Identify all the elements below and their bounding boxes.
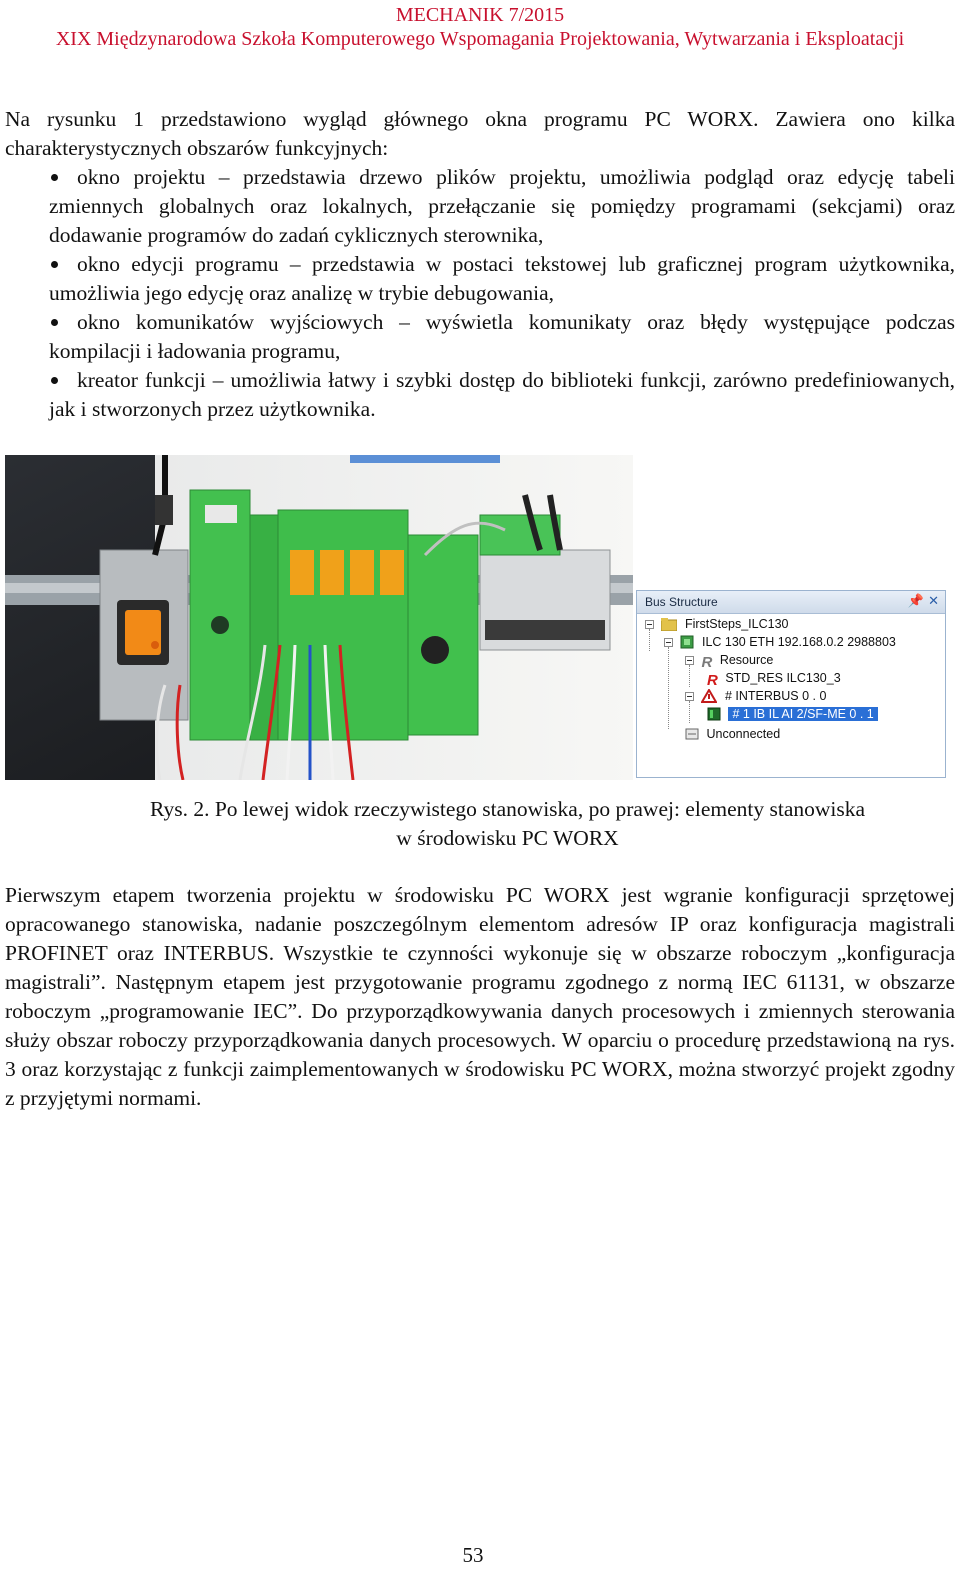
list-item: okno komunikatów wyjściowych – wyświetla komunikaty oraz błędy występujące podczas kompilacji i ładowania programu, [49, 308, 955, 366]
tree-node-resource[interactable]: R Resource [685, 651, 773, 669]
bus-structure-title: Bus Structure [645, 595, 718, 609]
module-icon [707, 707, 721, 721]
figure-caption [0, 795, 960, 853]
bus-structure-titlebar [637, 591, 945, 614]
list-item: okno projektu – przedstawia drzewo plików projektu, umożliwia podgląd oraz edycję tabeli zmiennych globalnych oraz lokalnych, przełączanie się pomiędzy programami (sekcjami) oraz dodawanie programów do zadań cyklicznych sterownika, [49, 163, 955, 250]
tree-node-controller[interactable]: ILC 130 ETH 192.168.0.2 2988803 [664, 633, 896, 651]
workstation-photo [5, 455, 633, 780]
unconnected-icon [685, 727, 699, 741]
workstation-illustration [5, 455, 633, 780]
page-number: 53 [462, 1543, 484, 1567]
tree-node-unconnected[interactable]: Unconnected [685, 725, 780, 743]
list-item: kreator funkcji – umożliwia łatwy i szybki dostęp do biblioteki funkcji, zarówno predefiniowanych, jak i stworzonych przez użytkownika. [49, 366, 955, 424]
feature-list [49, 163, 955, 424]
collapse-icon[interactable] [664, 638, 673, 647]
journal-header: MECHANIK 7/2015 [395, 4, 565, 26]
pin-icon[interactable]: 📌 ✕ [907, 594, 939, 609]
folder-icon [661, 617, 677, 631]
resource-red-icon: R [707, 672, 718, 689]
conference-header: XIX Międzynarodowa Szkoła Komputerowego Wspomagania Projektowania, Wytwarzania i Eksploatacji [55, 28, 905, 50]
collapse-icon[interactable] [645, 620, 654, 629]
intro-paragraph: Na rysunku 1 przedstawiono wygląd głównego okna programu PC WORX. Zawiera ono kilka charakterystycznych obszarów funkcyjnych: [5, 107, 955, 160]
collapse-icon[interactable] [685, 692, 694, 701]
tree-node-std-res[interactable]: R STD_RES ILC130_3 [707, 671, 841, 689]
caption-line-1: Rys. 2. Po lewej widok rzeczywistego stanowiska, po prawej: elementy stanowiska [149, 797, 866, 821]
tree-node-io-module[interactable]: # 1 IB IL AI 2/SF-ME 0 . 1 [707, 705, 878, 723]
resource-icon: R [701, 654, 713, 671]
tree-node-interbus[interactable]: # INTERBUS 0 . 0 [685, 687, 826, 705]
warning-icon [701, 689, 717, 703]
bus-structure-window[interactable] [636, 590, 946, 778]
body-paragraph: Pierwszym etapem tworzenia projektu w środowisku PC WORX jest wgranie konfiguracji sprzętowej opracowanego stanowiska, nadanie poszczególnym elementom adresów IP oraz konfiguracja magistrali PROFINET oraz INTERBUS. Wszystkie te czynności wykonuje się w obszarze roboczym „konfiguracja magistrali”. Następnym etapem jest przygotowanie programu zgodnego z normą IEC 61131, w obszarze roboczym „programowanie IEC”. Do przyporządkowywania danych procesowych i zmiennych sterowania służy obszar roboczy przyporządkowania danych procesowych. W oparciu o procedurę przedstawioną na rys. 3 oraz korzystając z funkcji zaimplementowanych w środowisku PC WORX, można stworzyć projekt zgodny z przyjętymi normami. [5, 883, 955, 1110]
collapse-icon[interactable] [685, 656, 694, 665]
tree-node-project[interactable]: FirstSteps_ILC130 [645, 615, 789, 633]
controller-icon [680, 635, 694, 649]
list-item: okno edycji programu – przedstawia w postaci tekstowej lub graficznej program użytkownika, umożliwia jego edycję oraz analizę w trybie debugowania, [49, 250, 955, 308]
caption-line-2: w środowisku PC WORX [396, 826, 619, 850]
